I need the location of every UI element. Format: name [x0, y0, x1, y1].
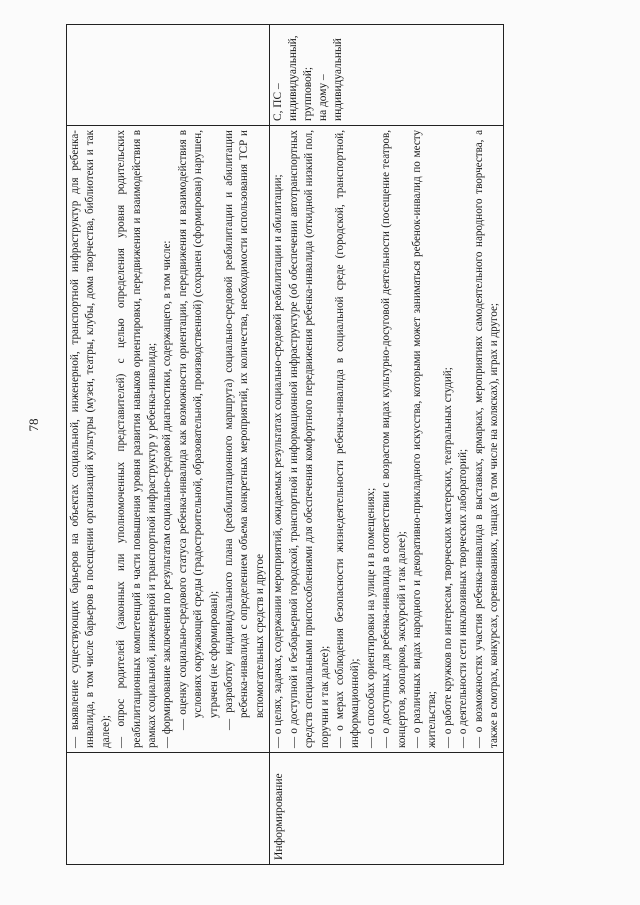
sub-list-item: — разработку индивидуального плана (реабилитационного маршрута) социально-средовой реабилитации и абилитации ребенка-инвалида с определением объема конкретных мероприятий, их количества, необходимости использования ТСР и вспомогательных средств и другое [223, 130, 266, 730]
form-line: групповой; [302, 66, 315, 121]
content-cell [270, 126, 504, 753]
list-item: — о различных видах народного и декоративно-прикладного искусства, которыми может заниматься ребенок-инвалид по месту жительства; [410, 130, 439, 748]
form-line: С, ПС – [272, 83, 285, 121]
category-cell: Информирование [270, 753, 504, 865]
services-table [66, 24, 504, 865]
form-line: на дому – [317, 74, 330, 121]
table-row [67, 25, 270, 865]
form-line: индивидуальный, [287, 35, 300, 121]
list-item: — о целях, задачах, содержании мероприятий, ожидаемых результатах социально-средовой реабилитации и абилитации; [272, 174, 285, 748]
page-number: 78 [26, 418, 41, 432]
list-item: — о мерах соблюдения безопасности жизнедеятельности ребенка-инвалида в социальной среде (городской, транспортной, информационной); [333, 130, 362, 748]
form-cell [270, 25, 504, 126]
list-item: — о доступных для ребенка-инвалида в соответствии с возрастом видах культурно-досуговой деятельности (посещение театров, концертов, зоопарков, экскурсий и так далее); [380, 130, 408, 748]
content-cell [67, 126, 270, 753]
list-item: — о возможностях участия ребенка-инвалида в выставках, ярмарках, мероприятиях самодеятельного народного творчества, а также в смотрах, конкурсах, соревнованиях, танцах (в том числе на колясках), играх и другое; [472, 130, 500, 748]
list-item: — о деятельности сети инклюзивных творческих лабораторий; [457, 448, 470, 748]
form-line: индивидуальный [332, 38, 345, 121]
category-cell [67, 753, 270, 865]
form-cell [67, 25, 270, 126]
list-item: — выявление существующих барьеров на объектах социальной, инженерной, транспортной инфраструктур для ребенка-инвалида, в том числе барьеров в посещении организаций культуры (музеи, театры, клубы, дома творчества, библиотеки и так далее); [69, 130, 112, 748]
list-item: — о работе кружков по интересам, творческих мастерских, театральных студий; [441, 367, 454, 748]
list-item: — о способах ориентировки на улице и в помещениях; [364, 487, 377, 748]
list-item: — формирование заключения по результатам социально-средовой диагностики, содержащего, в том числе: [161, 240, 174, 748]
list-item: — опрос родителей (законных или уполномоченных представителей) с целью определения уровня родительских реабилитационных компетенций в части повышения уровня развития навыков ориентировки, передвижения и взаимодействия в рамках социальной, инженерной и транспортной инфраструктур у ребенка-инвалида; [115, 130, 159, 748]
sub-list-item: — оценку социально-средового статуса ребенка-инвалида как возможности ориентации, передвижения и взаимодействия в условиях окружающей среды (градостроительной, образовательной, производственной) (сохранен (сформирован) нарушен, утрачен (не сформирован); [176, 130, 220, 730]
table-row [270, 25, 504, 865]
list-item: — о доступной и безбарьерной городской, транспортной и информационной инфраструктуре (об обеспечении автотранспортных средств специальными приспособлениями для обеспечения комфортного передвижения ребенка-инвалида (откидной низкий пол, поручни и так далее); [287, 130, 331, 748]
rotated-page-content [26, 20, 594, 885]
